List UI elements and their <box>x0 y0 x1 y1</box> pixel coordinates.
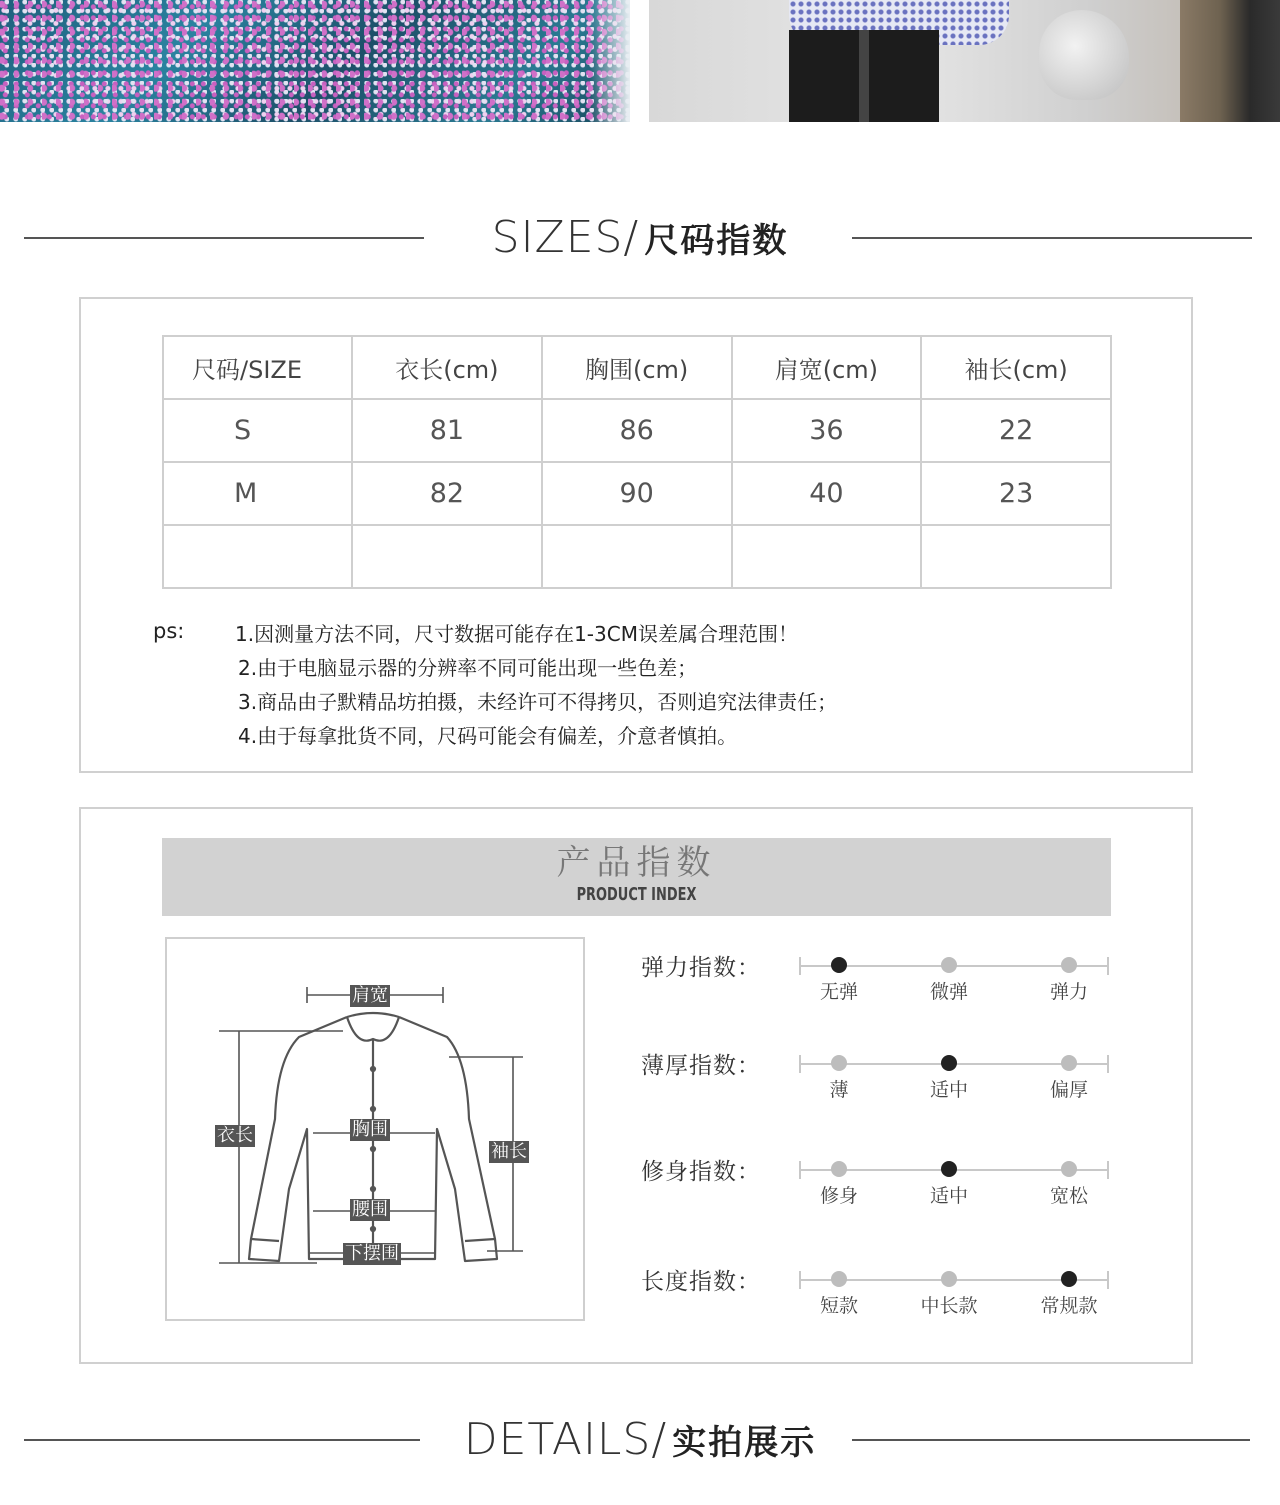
index-row <box>641 1155 1121 1215</box>
index-option-label: 适中 <box>929 1185 968 1207</box>
label-hem: 下摆围 <box>345 1243 399 1264</box>
index-dot <box>1061 1055 1077 1071</box>
index-track-end <box>1107 1055 1109 1073</box>
note-item: 4.由于每拿批货不同，尺码可能会有偏差，介意者慎拍。 <box>238 724 738 748</box>
table-row <box>163 399 1111 462</box>
details-heading-en: DETAILS <box>463 1414 652 1465</box>
details-heading-cn: 实拍展示 <box>672 1423 817 1463</box>
index-dot <box>831 1161 847 1177</box>
table-row <box>163 462 1111 525</box>
size-chart-box <box>79 297 1193 773</box>
index-option-label: 适中 <box>929 1079 968 1101</box>
index-track-end <box>799 1271 801 1289</box>
index-option-label: 中长款 <box>920 1295 978 1317</box>
table-header-cell: 胸围(cm) <box>542 336 732 399</box>
table-cell <box>921 525 1111 588</box>
index-dot-selected <box>941 1161 957 1177</box>
index-dot <box>1061 1161 1077 1177</box>
table-cell: 86 <box>542 399 732 462</box>
index-dot <box>831 1055 847 1071</box>
product-photo-left <box>0 0 630 122</box>
index-dot-selected <box>831 957 847 973</box>
table-cell <box>352 525 542 588</box>
note-item: 1.因测量方法不同，尺寸数据可能存在1-3CM误差属合理范围！ <box>235 622 798 646</box>
index-option-label: 短款 <box>819 1295 858 1317</box>
index-dot-selected <box>1061 1271 1077 1287</box>
notes-prefix: ps: <box>153 619 185 643</box>
product-index-title-cn: 产品指数 <box>556 843 717 883</box>
sizes-heading: SIZES/ 尺码指数 <box>0 208 1280 268</box>
index-dot <box>941 1271 957 1287</box>
sizes-heading-cn: 尺码指数 <box>644 221 789 261</box>
index-row-name: 弹力指数： <box>641 955 761 981</box>
index-row-name: 修身指数： <box>641 1159 761 1185</box>
index-option-label: 弹力 <box>1049 981 1088 1003</box>
table-cell: 40 <box>732 462 922 525</box>
table-header-row <box>163 336 1111 399</box>
index-option-label: 修身 <box>819 1185 858 1207</box>
table-cell: 81 <box>352 399 542 462</box>
table-header-cell: 衣长(cm) <box>352 336 542 399</box>
index-option-label: 无弹 <box>819 981 858 1003</box>
index-dot <box>831 1271 847 1287</box>
notes-list <box>235 617 837 753</box>
table-header-cell: 尺码/SIZE <box>163 336 352 399</box>
table-cell: 90 <box>542 462 732 525</box>
index-row <box>641 1049 1121 1109</box>
index-row <box>641 1265 1121 1325</box>
label-shoulder: 肩宽 <box>352 985 388 1006</box>
index-track-end <box>799 1055 801 1073</box>
table-row <box>163 525 1111 588</box>
label-waist: 腰围 <box>352 1199 388 1220</box>
table-cell <box>732 525 922 588</box>
note-item: 3.商品由子默精品坊拍摄，未经许可不得拷贝，否则追究法律责任； <box>238 690 838 714</box>
index-option-label: 微弹 <box>929 981 968 1003</box>
table-cell <box>542 525 732 588</box>
size-table <box>162 335 1112 589</box>
product-photo-right <box>649 0 1280 122</box>
product-index-banner <box>162 838 1111 916</box>
product-index-box <box>79 807 1193 1364</box>
table-cell: 22 <box>921 399 1111 462</box>
table-cell: M <box>163 462 352 525</box>
note-item: 2.由于电脑显示器的分辨率不同可能出现一些色差； <box>238 656 698 680</box>
label-sleeve: 袖长 <box>491 1141 527 1162</box>
index-option-label: 宽松 <box>1049 1185 1088 1207</box>
index-option-label: 偏厚 <box>1049 1079 1088 1101</box>
index-row-name: 薄厚指数： <box>641 1053 761 1079</box>
index-dot <box>1061 957 1077 973</box>
label-chest: 胸围 <box>352 1119 388 1140</box>
index-track-end <box>799 957 801 975</box>
table-cell: S <box>163 399 352 462</box>
details-heading: DETAILS/ 实拍展示 <box>0 1410 1280 1470</box>
sizes-heading-en: SIZES <box>491 212 624 263</box>
index-option-label: 薄 <box>829 1079 849 1101</box>
index-option-label: 常规款 <box>1040 1295 1098 1317</box>
index-row-name: 长度指数： <box>641 1269 761 1295</box>
index-row <box>641 951 1121 1011</box>
index-dot-selected <box>941 1055 957 1071</box>
product-index-title-en: PRODUCT INDEX <box>576 884 697 905</box>
table-cell: 82 <box>352 462 542 525</box>
label-length: 衣长 <box>217 1125 253 1146</box>
index-track-end <box>799 1161 801 1179</box>
garment-measure-diagram <box>165 937 585 1321</box>
table-header-cell: 袖长(cm) <box>921 336 1111 399</box>
index-dot <box>941 957 957 973</box>
index-track-end <box>1107 957 1109 975</box>
table-cell <box>163 525 352 588</box>
index-track-end <box>1107 1271 1109 1289</box>
index-track-end <box>1107 1161 1109 1179</box>
table-header-cell: 肩宽(cm) <box>732 336 922 399</box>
table-cell: 23 <box>921 462 1111 525</box>
table-cell: 36 <box>732 399 922 462</box>
